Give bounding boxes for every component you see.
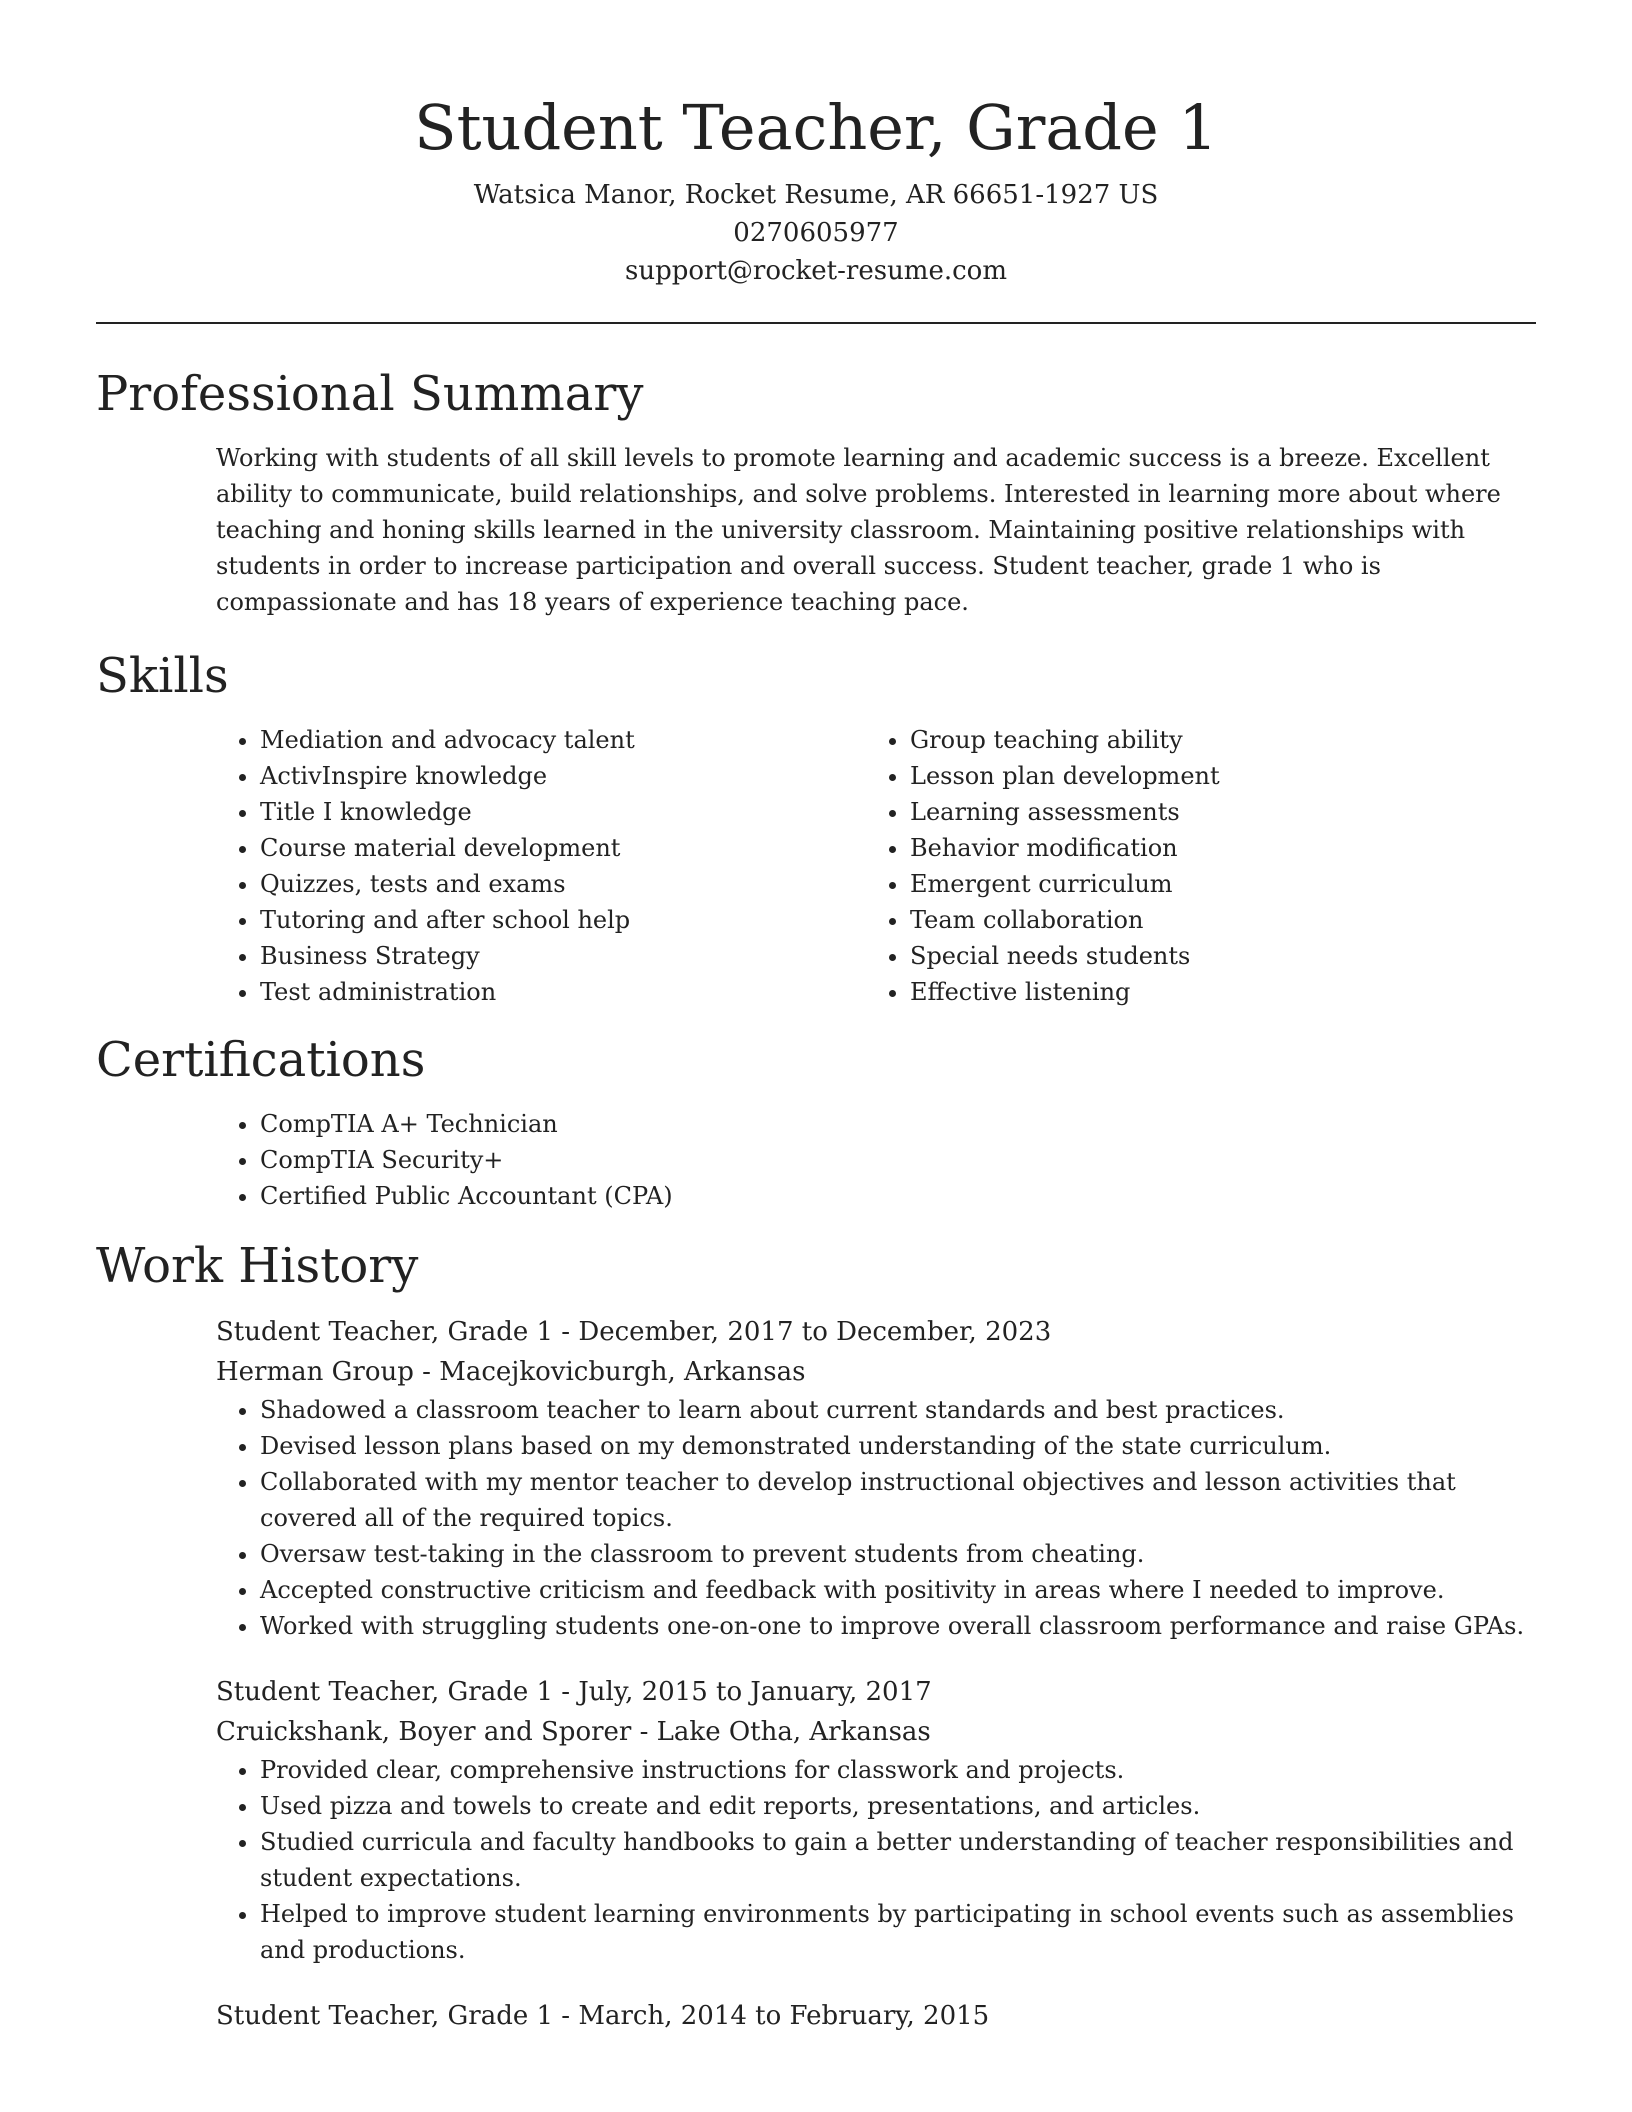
skill-item: • Mediation and advocacy talent xyxy=(260,722,866,758)
certification-item: • Certified Public Accountant (CPA) xyxy=(260,1178,1536,1214)
job-duty-item: • Worked with struggling students one-on-one to improve overall classroom performance and raise GPAs. xyxy=(260,1608,1536,1644)
skill-item: • ActivInspire knowledge xyxy=(260,758,866,794)
contact-address: Watsica Manor, Rocket Resume, AR 66651-1927 US xyxy=(473,180,1159,210)
skill-item: • Emergent curriculum xyxy=(910,866,1516,902)
work-history-heading: Work History xyxy=(96,1238,419,1294)
skill-item: • Test administration xyxy=(260,974,866,1010)
contact-email: support@rocket-resume.com xyxy=(624,256,1007,286)
skill-item: • Group teaching ability xyxy=(910,722,1516,758)
certification-item: • CompTIA A+ Technician xyxy=(260,1106,1536,1142)
skill-item: • Special needs students xyxy=(910,938,1516,974)
job-duty-item: • Provided clear, comprehensive instructions for classwork and projects. xyxy=(260,1752,1536,1788)
job-duties-list xyxy=(216,1752,1536,1968)
skills-section xyxy=(216,722,1536,1010)
job-entry xyxy=(216,1672,1536,1968)
job-entry xyxy=(216,1312,1536,1644)
job-duty-item: • Accepted constructive criticism and feedback with positivity in areas where I needed to improve. xyxy=(260,1572,1536,1608)
skill-item: • Course material development xyxy=(260,830,866,866)
skill-item: • Team collaboration xyxy=(910,902,1516,938)
job-role-dates: Student Teacher, Grade 1 - December, 2017 to December, 2023 xyxy=(216,1317,1052,1347)
skill-item: • Behavior modification xyxy=(910,830,1516,866)
summary-text: Working with students of all skill levels to promote learning and academic success is a breeze. Excellent ability to communicate, build relationships, and solve problems. Interested in learning more about where teaching and honing skills learned in the university classroom. Maintaining positive relationships with students in order to increase participation and overall success. Student teacher, grade 1 who is compassionate and has 18 years of experience teaching pace. xyxy=(216,444,1501,616)
certifications-section xyxy=(216,1106,1536,1214)
skill-item: • Business Strategy xyxy=(260,938,866,974)
resume-page xyxy=(96,0,1536,2036)
contact-phone: 0270605977 xyxy=(733,218,899,248)
job-duty-item: • Studied curricula and faculty handbooks to gain a better understanding of teacher responsibilities and student expectations. xyxy=(260,1824,1536,1896)
job-entry xyxy=(216,1996,1536,2036)
skills-list-left xyxy=(216,722,866,1010)
skills-column-right xyxy=(866,722,1516,1010)
certifications-list xyxy=(216,1106,1536,1214)
job-duty-item: • Oversaw test-taking in the classroom to prevent students from cheating. xyxy=(260,1536,1536,1572)
job-role-dates: Student Teacher, Grade 1 - March, 2014 to February, 2015 xyxy=(216,2001,990,2031)
resume-header xyxy=(96,0,1536,290)
job-company-location: Cruickshank, Boyer and Sporer - Lake Otha, Arkansas xyxy=(216,1717,931,1747)
skills-list-right xyxy=(866,722,1516,1010)
candidate-name: Student Teacher, Grade 1 xyxy=(414,91,1218,164)
job-duty-item: • Helped to improve student learning environments by participating in school events such as assemblies and productions. xyxy=(260,1896,1536,1968)
skill-item: • Title I knowledge xyxy=(260,794,866,830)
skill-item: • Learning assessments xyxy=(910,794,1516,830)
job-duty-item: • Devised lesson plans based on my demonstrated understanding of the state curriculum. xyxy=(260,1428,1536,1464)
skills-column-left xyxy=(216,722,866,1010)
skills-heading: Skills xyxy=(96,648,229,704)
summary-section xyxy=(216,440,1536,620)
summary-heading: Professional Summary xyxy=(96,366,644,422)
header-divider xyxy=(96,322,1536,324)
skill-item: • Quizzes, tests and exams xyxy=(260,866,866,902)
job-duty-item: • Collaborated with my mentor teacher to develop instructional objectives and lesson activities that covered all of the required topics. xyxy=(260,1464,1536,1536)
certifications-heading: Certifications xyxy=(96,1032,426,1088)
contact-block xyxy=(96,176,1536,290)
job-duty-item: • Used pizza and towels to create and edit reports, presentations, and articles. xyxy=(260,1788,1536,1824)
skill-item: • Lesson plan development xyxy=(910,758,1516,794)
job-duty-item: • Shadowed a classroom teacher to learn about current standards and best practices. xyxy=(260,1392,1536,1428)
job-company-location: Herman Group - Macejkovicburgh, Arkansas xyxy=(216,1357,806,1387)
job-duties-list xyxy=(216,1392,1536,1644)
skill-item: • Effective listening xyxy=(910,974,1516,1010)
certification-item: • CompTIA Security+ xyxy=(260,1142,1536,1178)
skill-item: • Tutoring and after school help xyxy=(260,902,866,938)
job-role-dates: Student Teacher, Grade 1 - July, 2015 to January, 2017 xyxy=(216,1677,932,1707)
